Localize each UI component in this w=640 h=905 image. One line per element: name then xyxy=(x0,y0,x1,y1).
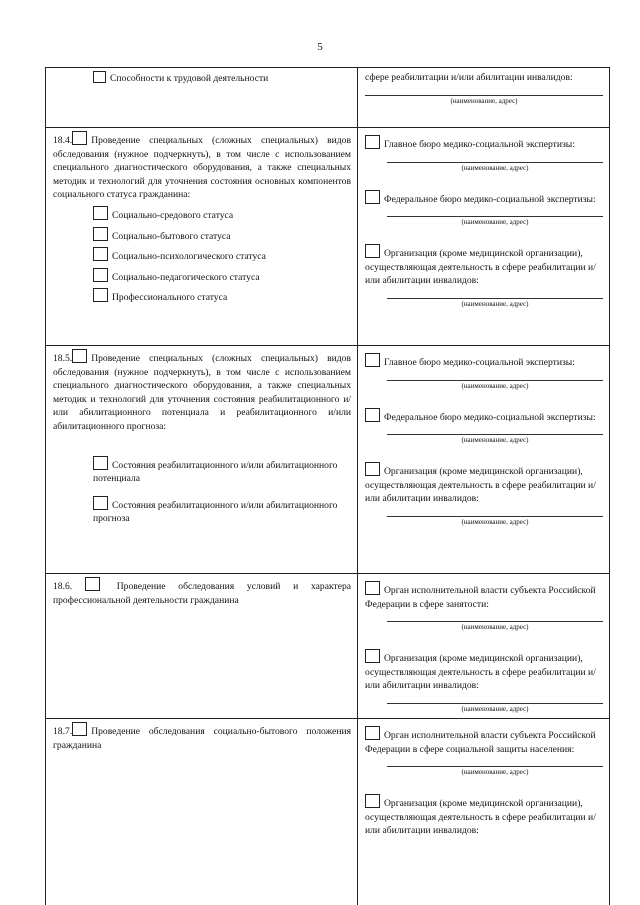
checkbox[interactable] xyxy=(365,794,380,808)
item-number: 18.7. xyxy=(53,725,73,737)
org-label: Федеральное бюро медико-социальной экспертизы: xyxy=(384,411,596,423)
service-cell xyxy=(46,128,358,346)
option-label: Социально-педагогического статуса xyxy=(112,271,260,283)
item-number: 18.6. xyxy=(53,581,73,592)
organization-cell xyxy=(358,346,610,574)
org-text: сфере реабилитации и/или абилитации инвалидов: xyxy=(365,72,573,83)
checkbox[interactable] xyxy=(93,456,108,470)
checkbox[interactable] xyxy=(365,462,380,476)
organization-cell xyxy=(358,718,610,905)
service-description: 18.4. Проведение специальных (сложных специальных) видов обследования (нужное подчеркнуть), в том числе с использованием специального диагностического оборудования, а также специальных методик и технологий для уточнения состояния основных компонентов социального статуса гражданина: xyxy=(53,131,351,202)
page-number: 5 xyxy=(317,41,323,53)
field-caption: (наименование, адрес) xyxy=(450,96,518,105)
checkbox[interactable] xyxy=(93,227,108,241)
checkbox[interactable] xyxy=(85,577,100,591)
service-cell xyxy=(46,346,358,574)
table-row xyxy=(46,718,610,905)
checkbox[interactable] xyxy=(365,581,380,595)
option-label: Социально-психологического статуса xyxy=(112,251,266,263)
checkbox[interactable] xyxy=(93,247,108,261)
option-label: Социально-средового статуса xyxy=(112,210,234,222)
table-row xyxy=(46,346,610,574)
organization-cell xyxy=(358,574,610,719)
table-row xyxy=(46,68,610,128)
option-label: Социально-бытового статуса xyxy=(112,230,231,242)
table-row xyxy=(46,128,610,346)
checkbox[interactable] xyxy=(93,288,108,302)
checkbox[interactable] xyxy=(93,71,106,83)
fill-line[interactable] xyxy=(387,621,603,622)
service-description: 18.7. Проведение обследования социально-бытового положения гражданина xyxy=(53,722,351,752)
service-description: 18.6. Проведение обследования условий и характера профессиональной деятельности гражданина xyxy=(53,577,351,607)
fill-line[interactable] xyxy=(387,703,603,704)
checkbox[interactable] xyxy=(72,131,87,145)
table-row xyxy=(46,574,610,719)
service-cell xyxy=(46,574,358,719)
fill-line[interactable] xyxy=(387,380,603,381)
org-label: Федеральное бюро медико-социальной экспертизы: xyxy=(384,193,596,205)
org-label: Организация (кроме медицинской организации), осуществляющая деятельность в сфере реабилитации и/или абилитации инвалидов: xyxy=(365,798,596,837)
service-description: 18.5. Проведение специальных (сложных специальных) видов обследования (нужное подчеркнуть), в том числе с использованием специального диагностического оборудования, а также специальных методик и технологий для уточнения состояния реабилитационного и/или абилитационного потенциала и реабилитационного и/или абилитационного прогноза: xyxy=(53,349,351,434)
field-caption: (наименование, адрес) xyxy=(461,517,529,526)
checkbox[interactable] xyxy=(365,190,380,204)
field-caption: (наименование, адрес) xyxy=(461,299,529,308)
checkbox[interactable] xyxy=(365,135,380,149)
org-label: Главное бюро медико-социальной экспертизы: xyxy=(384,139,575,150)
organization-cell xyxy=(358,68,610,128)
field-caption: (наименование, адрес) xyxy=(461,704,529,713)
fill-line[interactable] xyxy=(387,298,603,299)
organization-cell xyxy=(358,128,610,346)
field-caption: (наименование, адрес) xyxy=(461,381,529,390)
checkbox[interactable] xyxy=(365,649,380,663)
checkbox[interactable] xyxy=(72,722,87,736)
fill-line[interactable] xyxy=(387,434,603,435)
fill-line[interactable] xyxy=(387,516,603,517)
option-label: Профессионального статуса xyxy=(112,292,228,304)
checkbox[interactable] xyxy=(93,496,108,510)
org-label: Организация (кроме медицинской организации), осуществляющая деятельность в сфере реабилитации и/или абилитации инвалидов: xyxy=(365,248,596,287)
service-cell xyxy=(46,68,358,128)
fill-line[interactable] xyxy=(387,162,603,163)
org-label: Организация (кроме медицинской организации), осуществляющая деятельность в сфере реабилитации и/или абилитации инвалидов: xyxy=(365,466,596,505)
services-table xyxy=(45,67,610,905)
fill-line[interactable] xyxy=(387,216,603,217)
option-label: Состояния реабилитационного и/или абилитационного прогноза xyxy=(93,499,338,525)
item-number: 18.5. xyxy=(53,353,73,364)
service-cell xyxy=(46,718,358,905)
org-label: Орган исполнительной власти субъекта Российской Федерации в сфере социальной защиты населения: xyxy=(365,729,596,755)
option-label: Способности к трудовой деятельности xyxy=(110,73,269,84)
option-label: Состояния реабилитационного и/или абилитационного потенциала xyxy=(93,459,338,485)
checkbox[interactable] xyxy=(72,349,87,363)
field-caption: (наименование, адрес) xyxy=(461,218,529,227)
field-caption: (наименование, адрес) xyxy=(461,768,529,777)
field-caption: (наименование, адрес) xyxy=(461,163,529,172)
fill-line[interactable] xyxy=(387,766,603,767)
fill-line[interactable] xyxy=(365,95,603,96)
checkbox[interactable] xyxy=(93,268,108,282)
checkbox[interactable] xyxy=(365,726,380,740)
item-number: 18.4. xyxy=(53,135,73,146)
org-label: Главное бюро медико-социальной экспертизы: xyxy=(384,357,575,368)
org-label: Организация (кроме медицинской организации), осуществляющая деятельность в сфере реабилитации и/или абилитации инвалидов: xyxy=(365,653,596,692)
checkbox[interactable] xyxy=(365,244,380,258)
checkbox[interactable] xyxy=(365,353,380,367)
org-label: Орган исполнительной власти субъекта Российской Федерации в сфере занятости: xyxy=(365,585,596,610)
field-caption: (наименование, адрес) xyxy=(461,436,529,445)
checkbox[interactable] xyxy=(365,408,380,422)
checkbox[interactable] xyxy=(93,206,108,220)
field-caption: (наименование, адрес) xyxy=(461,623,529,632)
